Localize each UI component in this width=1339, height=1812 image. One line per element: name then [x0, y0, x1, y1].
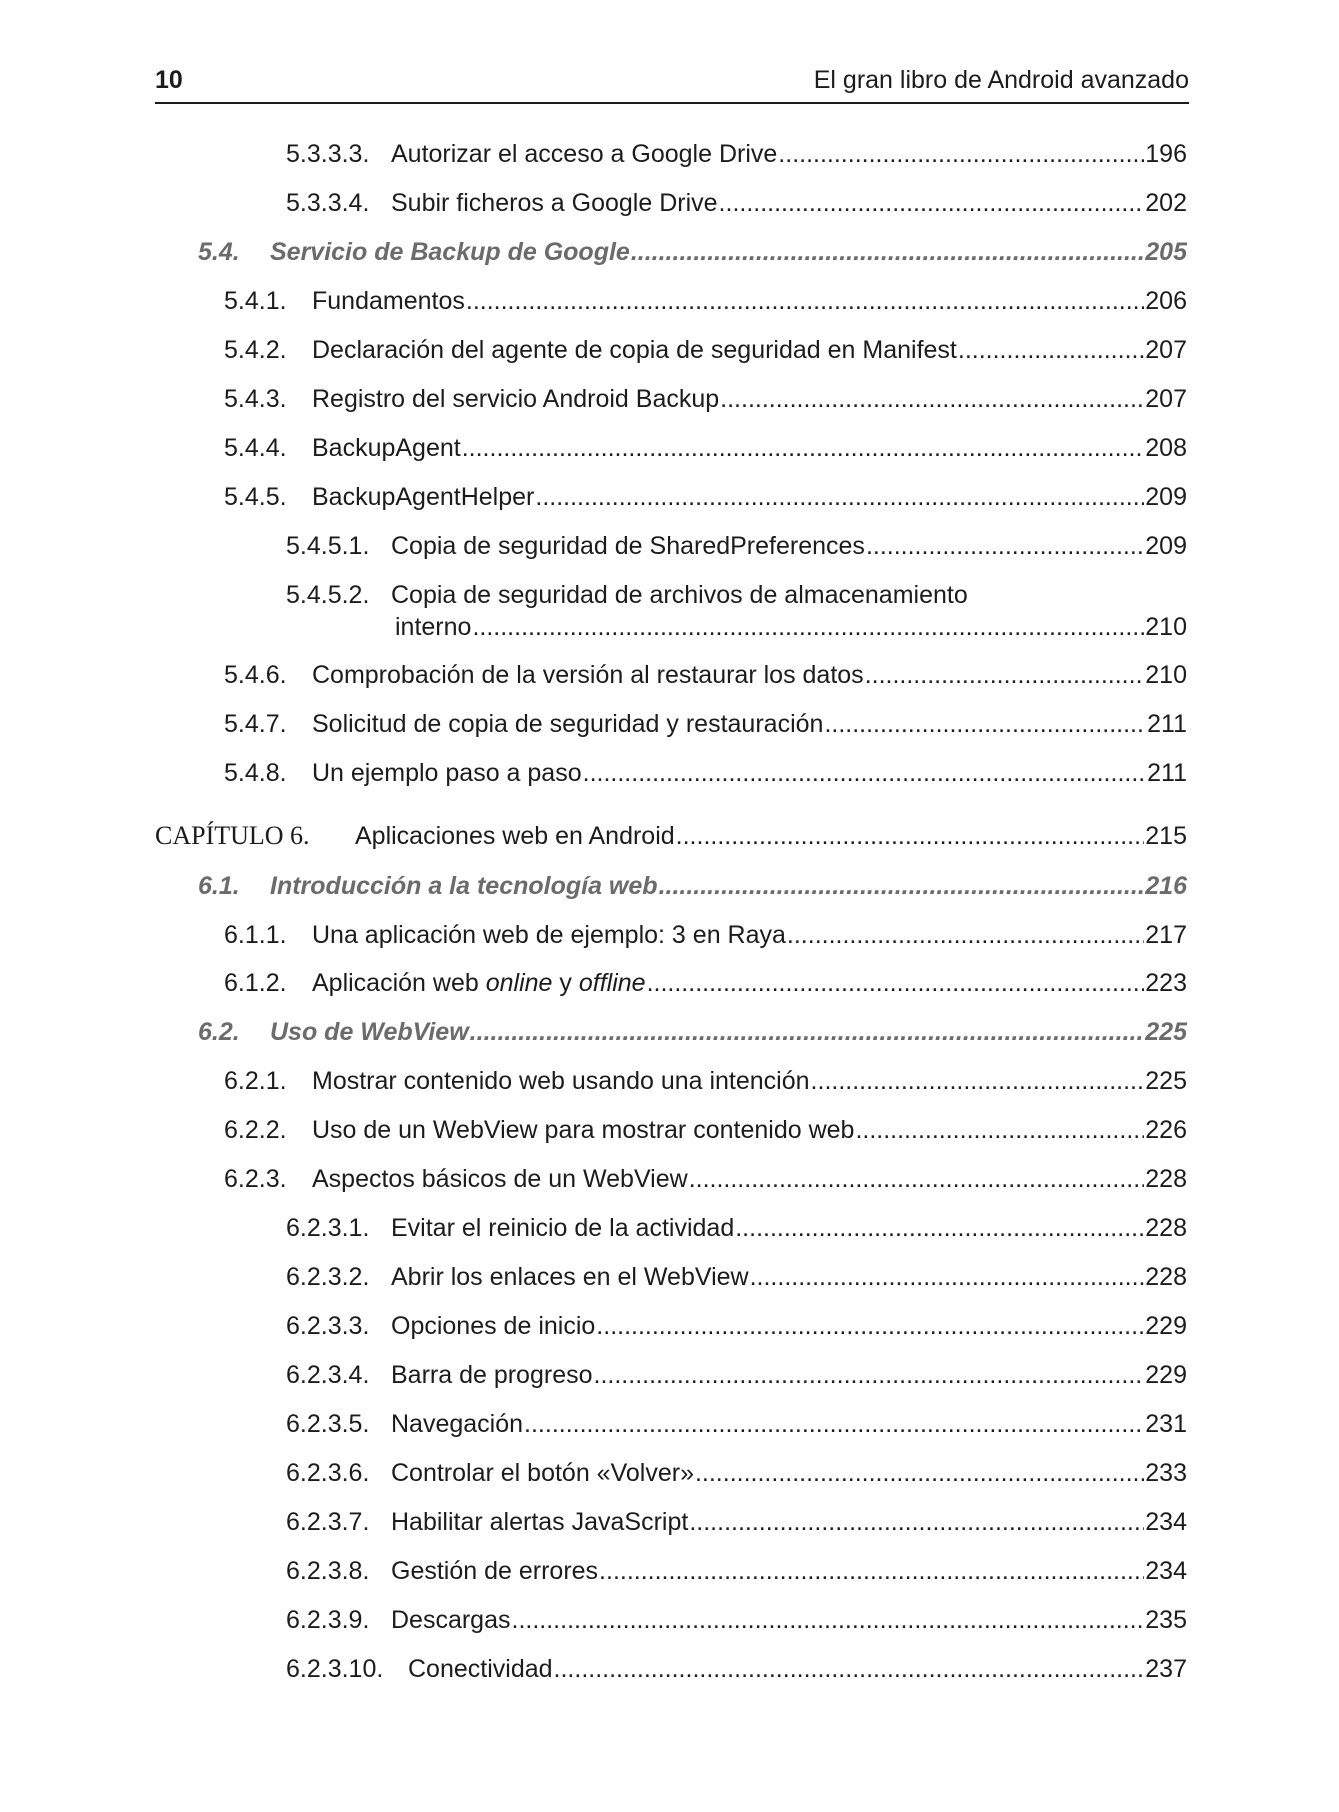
page-number: 10 — [155, 66, 183, 94]
toc-entry: 5.3.3.4. Subir ficheros a Google Drive ..... 202 — [286, 187, 1187, 219]
book-title: El gran libro de Android avanzado — [813, 66, 1189, 94]
toc-entry: 6.2.3.4. Barra de progreso ..... 229 — [286, 1359, 1187, 1391]
toc-entry: 6.2.3.9. Descargas ..... 235 — [286, 1604, 1187, 1636]
toc-entry: 5.4.7. Solicitud de copia de seguridad y restauración ..... 211 — [224, 708, 1187, 740]
toc-section: 5.4. Servicio de Backup de Google ..... 205 — [198, 236, 1187, 268]
toc-entry: 5.4.3. Registro del servicio Android Backup ..... 207 — [224, 383, 1187, 415]
toc-entry-continuation: interno ..... 210 — [395, 611, 1187, 643]
toc-entry: 6.1.2. Aplicación web online y offline ..... 223 — [224, 967, 1187, 999]
toc-entry: 6.2.3.2. Abrir los enlaces en el WebView ..... 228 — [286, 1261, 1187, 1293]
toc-entry: 6.2.2. Uso de un WebView para mostrar contenido web ..... 226 — [224, 1114, 1187, 1146]
toc-entry: 6.2.3.1. Evitar el reinicio de la actividad ..... 228 — [286, 1212, 1187, 1244]
toc-entry: 6.2.3.10. Conectividad ..... 237 — [286, 1653, 1187, 1685]
toc-section: 6.2. Uso de WebView ..... 225 — [198, 1016, 1187, 1048]
toc-section: 6.1. Introducción a la tecnología web ..... 216 — [198, 870, 1187, 902]
toc-entry: 6.2.3.3. Opciones de inicio ..... 229 — [286, 1310, 1187, 1342]
toc-entry: 5.4.5.1. Copia de seguridad de SharedPreferences ..... 209 — [286, 530, 1187, 562]
toc-entry: 6.2.1. Mostrar contenido web usando una intención ..... 225 — [224, 1065, 1187, 1097]
toc-entry: 5.4.8. Un ejemplo paso a paso ..... 211 — [224, 757, 1187, 789]
toc-entry: 5.4.1. Fundamentos ..... 206 — [224, 285, 1187, 317]
toc-entry: 6.2.3.8. Gestión de errores ..... 234 — [286, 1555, 1187, 1587]
toc-entry: 6.2.3.5. Navegación ..... 231 — [286, 1408, 1187, 1440]
toc-entry: 6.2.3.6. Controlar el botón «Volver» ..... 233 — [286, 1457, 1187, 1489]
toc-entry: 5.3.3.3. Autorizar el acceso a Google Drive ..... 196 — [286, 138, 1187, 170]
toc-entry: 5.4.4. BackupAgent ..... 208 — [224, 432, 1187, 464]
toc-entry: 6.2.3.7. Habilitar alertas JavaScript ..... 234 — [286, 1506, 1187, 1538]
toc-entry: 5.4.2. Declaración del agente de copia de seguridad en Manifest ..... 207 — [224, 334, 1187, 366]
toc-chapter: CAPÍTULO 6. Aplicaciones web en Android ..... 215 — [155, 820, 1187, 852]
toc-entry: 6.2.3. Aspectos básicos de un WebView ..... 228 — [224, 1163, 1187, 1195]
toc-entry: 5.4.5. BackupAgentHelper ..... 209 — [224, 481, 1187, 513]
toc-entry: 5.4.6. Comprobación de la versión al restaurar los datos ..... 210 — [224, 659, 1187, 691]
toc-entry: 6.1.1. Una aplicación web de ejemplo: 3 en Raya ..... 217 — [224, 919, 1187, 951]
toc-entry-first-line: 5.4.5.2. Copia de seguridad de archivos de almacenamiento — [286, 581, 968, 609]
